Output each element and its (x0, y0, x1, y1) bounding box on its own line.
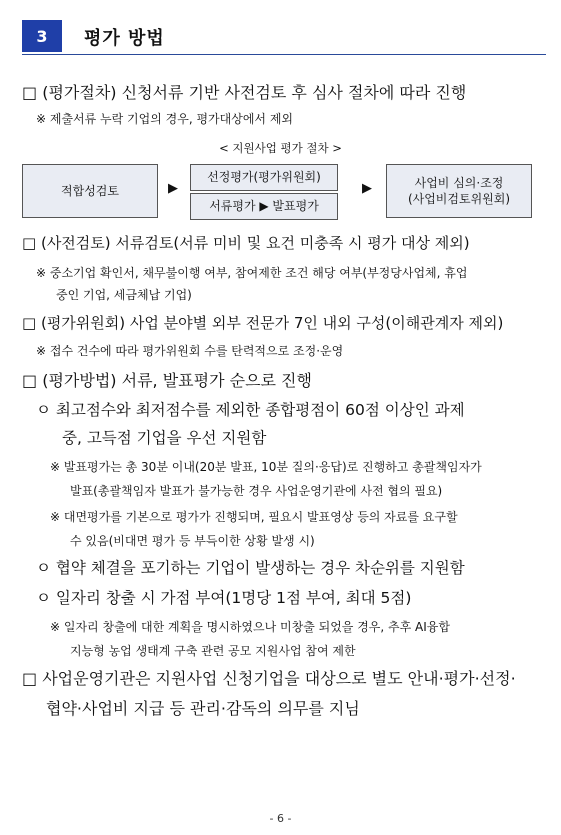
p4-note-3a: ※ 일자리 창출에 대한 계획을 명시하였으나 미창출 되었을 경우, 추후 AI융합 (50, 620, 450, 634)
section-number: 3 (22, 20, 62, 52)
p4-item-3: ㅇ 일자리 창출 시 가점 부여(1명당 1점 부여, 최대 5점) (36, 589, 412, 607)
flow-box-budget-line2: (사업비검토위원회) (407, 192, 511, 206)
p2-bullet: □ (22, 234, 37, 252)
flow-arrow-1: ▶ (168, 181, 178, 196)
p3-line (22, 312, 503, 333)
p2-text: (사전검토) 서류검토(서류 미비 및 요건 미충족 시 평가 대상 제외) (40, 234, 470, 252)
p4-note-3b: 지능형 농업 생태계 구축 관련 공모 지원사업 참여 제한 (70, 644, 356, 658)
p1-text: (평가절차) 신청서류 기반 사전검토 후 심사 절차에 따라 진행 (42, 83, 467, 102)
p2-note-1: ※ 중소기업 확인서, 채무불이행 여부, 참여제한 조건 해당 여부(부정당사업체, 휴업 (36, 266, 468, 280)
p4-item-1a: ㅇ 최고점수와 최저점수를 제외한 종합평점이 60점 이상인 과제 (36, 401, 465, 419)
p2-line (22, 232, 470, 253)
p4-note-2b: 수 있음(비대면 평가 등 부득이한 상황 발생 시) (70, 534, 315, 548)
p2-note-2: 중인 기업, 세금체납 기업) (56, 288, 192, 302)
flow-box-selection-label: 선정평가(평가위원회) (207, 170, 321, 185)
p4-line (22, 368, 312, 391)
flow-box-selection (190, 164, 338, 191)
p4-note-1a: ※ 발표평가는 총 30분 이내(20분 발표, 10분 질의·응답)로 진행하고 총괄책임자가 (50, 460, 482, 474)
flow-box-budget-line1: 사업비 심의·조정 (414, 175, 504, 190)
flow-box-doc-pres-label: 서류평가 ▶ 발표평가 (209, 199, 319, 214)
section-title: 평가 방법 (84, 28, 165, 49)
flow-caption: < 지원사업 평가 절차 > (219, 141, 342, 155)
p1-note: ※ 제출서류 누락 기업의 경우, 평가대상에서 제외 (36, 112, 294, 126)
p3-bullet: □ (22, 314, 37, 332)
p5-bullet: □ (22, 669, 38, 688)
p3-note: ※ 접수 건수에 따라 평가위원회 수를 탄력적으로 조정·운영 (36, 344, 344, 358)
p4-note-1b: 발표(총괄책임자 발표가 불가능한 경우 사업운영기관에 사전 협의 필요) (70, 484, 443, 498)
p4-item-2: ㅇ 협약 체결을 포기하는 기업이 발생하는 경우 차순위를 지원함 (36, 559, 465, 577)
p5-line-1 (22, 666, 516, 689)
page-number: - 6 - (269, 812, 292, 825)
flow-box-review-label: 적합성검토 (61, 183, 119, 198)
flow-box-review (22, 164, 158, 218)
p4-bullet: □ (22, 371, 38, 390)
p4-item-1b: 중, 고득점 기업을 우선 지원함 (62, 429, 267, 447)
p4-text: (평가방법) 서류, 발표평가 순으로 진행 (42, 371, 312, 390)
p4-note-2a: ※ 대면평가를 기본으로 평가가 진행되며, 필요시 발표영상 등의 자료를 요구할 (50, 510, 458, 524)
section-header (22, 18, 546, 55)
flow-box-doc-pres (190, 193, 338, 220)
p5-text-2: 협약·사업비 지급 등 관리·감독의 의무를 지님 (46, 699, 360, 718)
p1-bullet: □ (22, 83, 38, 102)
p5-text-1: 사업운영기관은 지원사업 신청기업을 대상으로 별도 안내·평가·선정· (42, 669, 516, 688)
flow-arrow-2: ▶ (362, 181, 372, 196)
flow-box-budget (386, 164, 532, 218)
p1-line (22, 80, 466, 103)
p3-text: (평가위원회) 사업 분야별 외부 전문가 7인 내외 구성(이해관계자 제외) (40, 314, 504, 332)
